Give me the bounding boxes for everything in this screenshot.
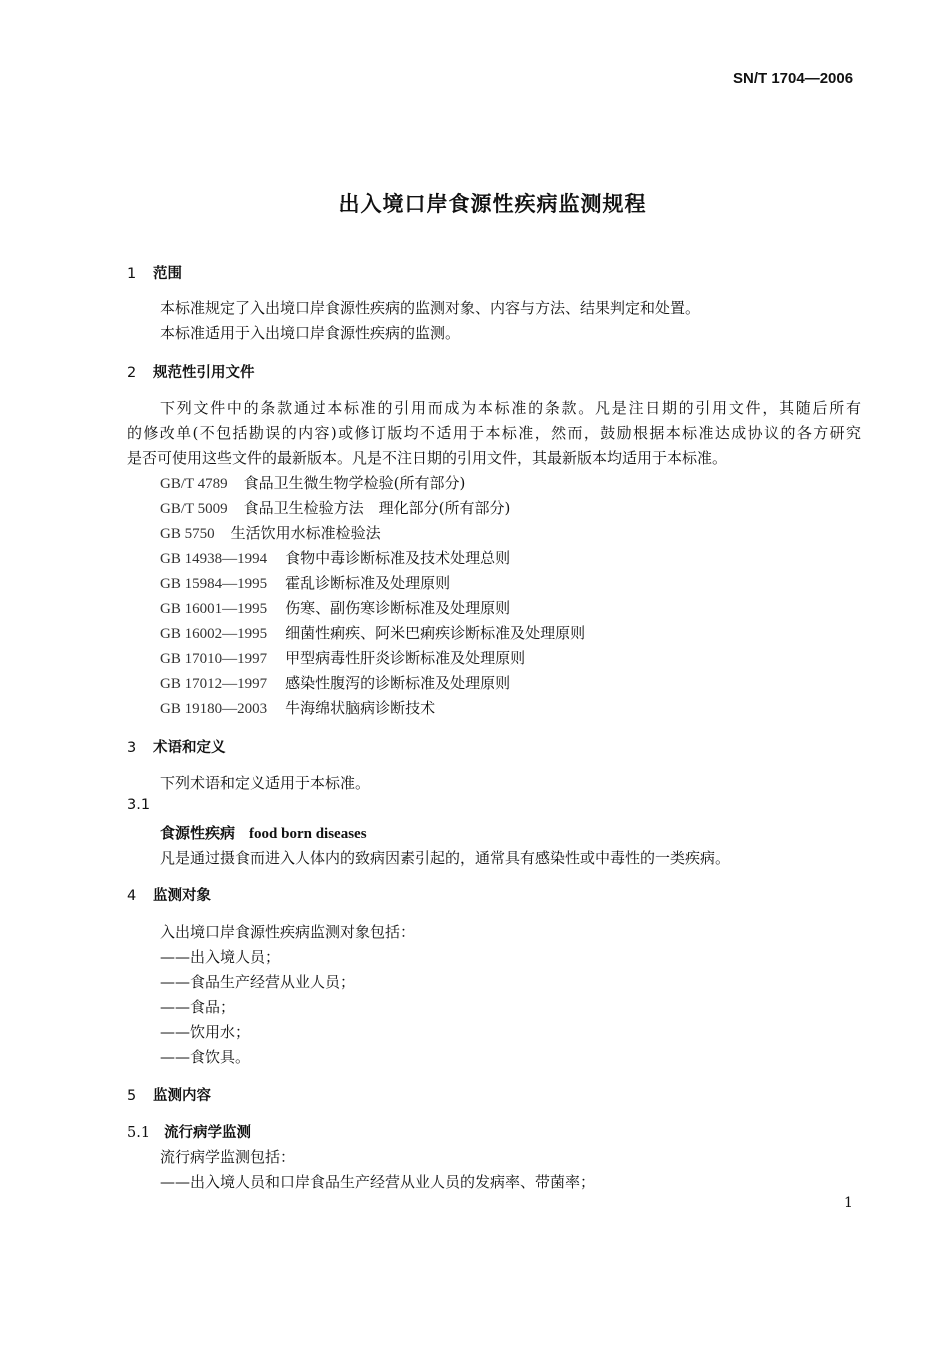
reference-code: GB/T 5009	[160, 501, 228, 517]
section-number: 5	[127, 1088, 137, 1104]
reference-item	[160, 547, 510, 568]
section-1-heading	[127, 262, 182, 283]
reference-code: GB 16001—1995	[160, 601, 268, 617]
section-number: 3	[127, 740, 137, 756]
paragraph: 流行病学监测包括：	[160, 1148, 296, 1166]
reference-title: 食品卫生检验方法 理化部分(所有部分)	[243, 499, 511, 517]
reference-title: 感染性腹泻的诊断标准及处理原则	[285, 674, 511, 692]
reference-code: GB 15984—1995	[160, 576, 268, 592]
reference-item	[160, 647, 525, 668]
section-3-heading	[127, 736, 226, 757]
term-number: 3.1	[127, 797, 151, 813]
paragraph: 本标准规定了入出境口岸食源性疾病的监测对象、内容与方法、结果判定和处置。	[160, 299, 701, 317]
reference-item	[160, 572, 450, 593]
section-number: 4	[127, 888, 137, 904]
reference-item	[160, 472, 465, 493]
reference-code: GB 17012—1997	[160, 676, 268, 692]
section-number: 2	[127, 365, 137, 381]
reference-item	[160, 622, 585, 643]
section-title: 监测对象	[153, 888, 211, 904]
reference-item	[160, 522, 381, 543]
subsection-number: 5.1	[127, 1125, 151, 1141]
paragraph: 下列术语和定义适用于本标准。	[160, 774, 371, 792]
section-title: 术语和定义	[153, 740, 226, 756]
reference-title: 细菌性痢疾、阿米巴痢疾诊断标准及处理原则	[285, 624, 586, 642]
reference-item	[160, 597, 510, 618]
section-5-heading	[127, 1084, 211, 1105]
reference-title: 生活饮用水标准检验法	[230, 524, 381, 542]
term-definition: 凡是通过摄食而进入人体内的致病因素引起的，通常具有感染性或中毒性的一类疾病。	[160, 849, 731, 867]
reference-item	[160, 697, 435, 718]
reference-title: 食品卫生微生物学检验(所有部分)	[243, 474, 466, 492]
subsection-5-1-heading	[127, 1121, 251, 1142]
paragraph-line: 的修改单(不包括勘误的内容)或修订版均不适用于本标准，然而，鼓励根据本标准达成协议的各方研究	[127, 424, 861, 442]
list-item: ——食品；	[160, 998, 236, 1016]
reference-title: 牛海绵状脑病诊断技术	[285, 699, 436, 717]
reference-title: 食物中毒诊断标准及技术处理总则	[285, 549, 511, 567]
reference-code: GB 14938—1994	[160, 551, 268, 567]
list-item: ——食饮具。	[160, 1048, 251, 1066]
reference-code: GB/T 4789	[160, 476, 228, 492]
list-item: ——出入境人员；	[160, 948, 281, 966]
list-item: ——出入境人员和口岸食品生产经营从业人员的发病率、带菌率；	[160, 1173, 596, 1191]
paragraph-line: 是否可使用这些文件的最新版本。凡是不注日期的引用文件，其最新版本均适用于本标准。	[127, 449, 728, 467]
section-number: 1	[127, 266, 137, 282]
reference-code: GB 19180—2003	[160, 701, 268, 717]
list-item: ——饮用水；	[160, 1023, 251, 1041]
section-title: 范围	[153, 266, 182, 282]
term-entry	[160, 822, 367, 843]
paragraph-line: 下列文件中的条款通过本标准的引用而成为本标准的条款。凡是注日期的引用文件，其随后所有	[160, 399, 861, 417]
section-title: 规范性引用文件	[153, 365, 255, 381]
page-number: 1	[844, 1195, 853, 1211]
section-2-heading	[127, 361, 255, 382]
section-4-heading	[127, 884, 211, 905]
reference-item	[160, 672, 510, 693]
reference-item	[160, 497, 510, 518]
section-title: 监测内容	[153, 1088, 211, 1104]
paragraph: 入出境口岸食源性疾病监测对象包括：	[160, 923, 416, 941]
reference-code: GB 5750	[160, 526, 215, 542]
reference-title: 甲型病毒性肝炎诊断标准及处理原则	[285, 649, 526, 667]
standard-number: SN/T 1704—2006	[733, 70, 854, 87]
document-title: 出入境口岸食源性疾病监测规程	[338, 192, 647, 216]
paragraph: 本标准适用于入出境口岸食源性疾病的监测。	[160, 324, 461, 342]
reference-title: 伤寒、副伤寒诊断标准及处理原则	[285, 599, 511, 617]
list-item: ——食品生产经营从业人员；	[160, 973, 356, 991]
subsection-title: 流行病学监测	[164, 1125, 252, 1141]
reference-code: GB 17010—1997	[160, 651, 268, 667]
term-chinese: 食源性疾病	[160, 824, 236, 842]
reference-code: GB 16002—1995	[160, 626, 268, 642]
term-english: food born diseases	[249, 826, 367, 842]
reference-title: 霍乱诊断标准及处理原则	[285, 574, 451, 592]
